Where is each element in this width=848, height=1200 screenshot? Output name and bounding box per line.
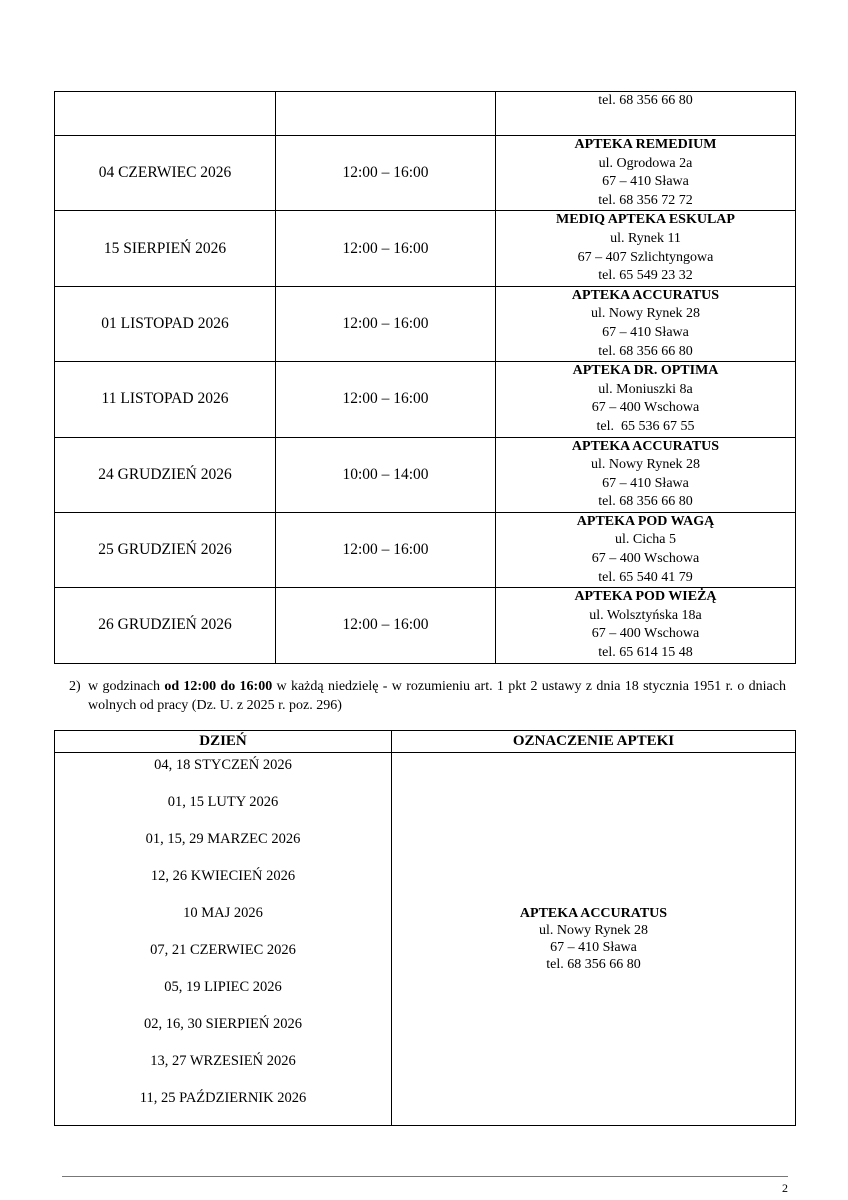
pharmacy-city: 67 – 410 Sława	[602, 475, 689, 491]
date-cell: 11 LISTOPAD 2026	[55, 362, 276, 437]
table-row	[55, 211, 796, 286]
pharmacy-city: 67 – 400 Wschowa	[591, 551, 700, 567]
table-row	[55, 437, 796, 512]
pharmacy-phone: tel. 65 536 67 55	[596, 418, 695, 434]
pharmacy-name: MEDIQ APTEKA ESKULAP	[556, 212, 735, 228]
table-row	[55, 92, 796, 136]
pharmacy-city: 67 – 400 Wschowa	[591, 400, 700, 416]
hours-cell: 12:00 – 16:00	[276, 512, 496, 587]
hours-cell	[276, 92, 496, 136]
pharmacy-cell	[496, 362, 796, 437]
pharmacy-name: APTEKA ACCURATUS	[519, 906, 668, 921]
days-cell	[55, 753, 392, 1126]
date-cell: 01 LISTOPAD 2026	[55, 286, 276, 361]
list-item: 01, 15, 29 MARZEC 2026	[145, 831, 301, 847]
pharmacy-name: APTEKA POD WAGĄ	[576, 513, 715, 529]
pharmacy-street: ul. Rynek 11	[610, 230, 681, 246]
pharmacy-street: ul. Cicha 5	[614, 532, 677, 548]
date-cell	[55, 92, 276, 136]
pharmacy-cell	[496, 512, 796, 587]
pharmacy-street: ul. Nowy Rynek 28	[590, 306, 701, 322]
pharmacy-phone: tel. 65 614 15 48	[598, 645, 693, 661]
pharmacy-name: APTEKA POD WIEŻĄ	[574, 589, 717, 605]
table-row	[55, 136, 796, 211]
pharmacy-street: ul. Wolsztyńska 18a	[589, 607, 702, 623]
days-list	[55, 753, 391, 1125]
table-row	[55, 588, 796, 663]
list-item: 07, 21 CZERWIEC 2026	[150, 942, 296, 958]
date-cell: 24 GRUDZIEŃ 2026	[55, 437, 276, 512]
pharmacy-name: APTEKA REMEDIUM	[574, 137, 717, 152]
hours-cell: 12:00 – 16:00	[276, 211, 496, 286]
pharmacy-phone: tel. 68 356 66 80	[598, 93, 693, 108]
pharmacy-phone: tel. 68 356 66 80	[598, 494, 693, 510]
date-cell: 25 GRUDZIEŃ 2026	[55, 512, 276, 587]
table-row	[55, 512, 796, 587]
date-cell: 15 SIERPIEŃ 2026	[55, 211, 276, 286]
pharmacy-city: 67 – 410 Sława	[602, 174, 689, 190]
pharmacy-cell	[496, 588, 796, 663]
note-text-after: w każdą niedzielę - w rozumieniu art. 1 pkt 2 ustawy z dnia 18 stycznia 1951 r. o dniach wolnych od pracy (Dz. U. z 2025 r. poz. 296)	[88, 679, 786, 713]
hours-cell: 12:00 – 16:00	[276, 588, 496, 663]
list-item: 13, 27 WRZESIEŃ 2026	[150, 1053, 296, 1069]
pharmacy-name: APTEKA DR. OPTIMA	[572, 363, 719, 379]
list-item: 10 MAJ 2026	[183, 905, 263, 921]
pharmacy-street: ul. Moniuszki 8a	[598, 381, 693, 397]
pharmacy-cell	[496, 92, 796, 136]
date-cell: 04 CZERWIEC 2026	[55, 136, 276, 211]
hours-cell: 10:00 – 14:00	[276, 437, 496, 512]
list-item: 04, 18 STYCZEŃ 2026	[154, 757, 292, 773]
pharmacy-phone: tel. 68 356 66 80	[598, 343, 693, 359]
pharmacy-name: APTEKA ACCURATUS	[571, 438, 720, 454]
pharmacy-cell	[496, 136, 796, 211]
hours-cell: 12:00 – 16:00	[276, 362, 496, 437]
sunday-hours-note	[69, 677, 786, 715]
hours-cell: 12:00 – 16:00	[276, 136, 496, 211]
sundays-table	[54, 730, 796, 1126]
pharmacy-city: 67 – 407 Szlichtyngowa	[577, 249, 714, 265]
note-text-before: w godzinach	[88, 679, 165, 694]
pharmacy-street: ul. Nowy Rynek 28	[538, 923, 649, 938]
pharmacy-phone: tel. 65 549 23 32	[598, 268, 693, 284]
pharmacy-street: ul. Nowy Rynek 28	[590, 457, 701, 473]
pharmacy-city: 67 – 410 Sława	[602, 324, 689, 340]
hours-cell: 12:00 – 16:00	[276, 286, 496, 361]
table-row	[55, 286, 796, 361]
table-row	[55, 362, 796, 437]
pharmacy-phone: tel. 68 356 72 72	[598, 192, 693, 208]
pharmacy-cell	[392, 753, 796, 1126]
list-item: 01, 15 LUTY 2026	[167, 794, 279, 810]
list-item: 12, 26 KWIECIEŃ 2026	[150, 868, 296, 884]
sunday-duty-table	[54, 91, 796, 664]
pharmacy-cell	[496, 211, 796, 286]
date-cell: 26 GRUDZIEŃ 2026	[55, 588, 276, 663]
column-header-day: DZIEŃ	[55, 731, 392, 753]
pharmacy-city: 67 – 400 Wschowa	[591, 626, 700, 642]
pharmacy-cell	[496, 437, 796, 512]
list-item: 11, 25 PAŹDZIERNIK 2026	[139, 1090, 307, 1106]
list-item: 02, 16, 30 SIERPIEŃ 2026	[144, 1016, 302, 1032]
note-number: 2)	[69, 679, 81, 694]
page-number: 2	[782, 1181, 788, 1195]
note-text	[88, 677, 786, 715]
pharmacy-street: ul. Ogrodowa 2a	[598, 155, 693, 171]
list-item: 05, 19 LIPIEC 2026	[164, 979, 282, 995]
pharmacy-name: APTEKA ACCURATUS	[571, 287, 720, 303]
footer-divider	[62, 1176, 788, 1177]
pharmacy-phone: tel. 68 356 66 80	[546, 957, 641, 972]
pharmacy-phone: tel. 65 540 41 79	[598, 569, 693, 585]
column-header-pharmacy: OZNACZENIE APTEKI	[392, 731, 796, 753]
note-hours-bold: od 12:00 do 16:00	[164, 679, 273, 694]
pharmacy-cell	[496, 286, 796, 361]
pharmacy-city: 67 – 410 Sława	[550, 940, 637, 955]
